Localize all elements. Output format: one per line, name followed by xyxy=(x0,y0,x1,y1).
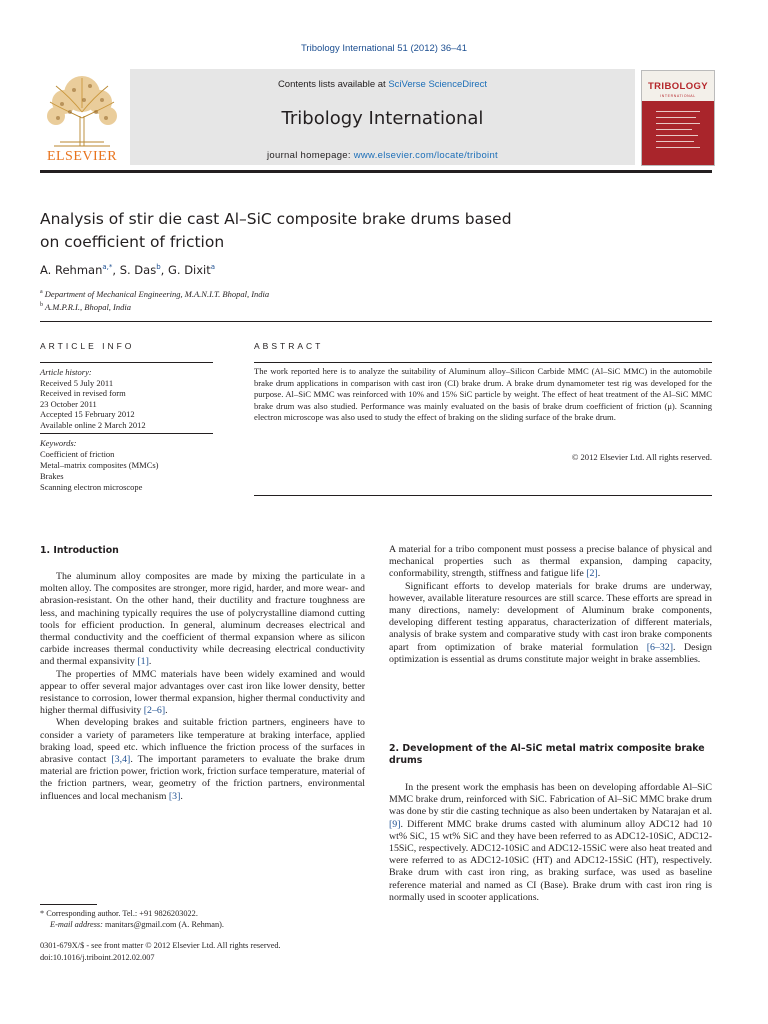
citation-link[interactable]: [6–32] xyxy=(646,641,674,653)
citation-link[interactable]: [2] xyxy=(586,568,598,580)
abstract-text: The work reported here is to analyze the suitability of Aluminum alloy–Silicon Carbide MMC (Al–SiC MMC) in the automobile brake drum applications in comparison with cast iron (CI) brake drum. A brake drum dynamometer test rig was developed for the purpose. Al–SiC MMC was reinforced with 10% and 15% SiC particle by weight. The effect of heat treatment of the Al–SiC MMC brake drum was also studied. Performance was mainly evaluated on the basis of brake drum coefficient of friction (μ). Scanning electron microscope was also used to study the effect of braking on the sliding surface of the brake drum. xyxy=(254,366,712,422)
homepage-prefix: journal homepage: xyxy=(267,150,354,161)
keywords-rule xyxy=(40,433,213,434)
cover-band xyxy=(642,101,714,165)
author-affiliation-mark[interactable]: a xyxy=(210,263,216,272)
section-heading-introduction: 1. Introduction xyxy=(40,545,119,556)
title-line-1: Analysis of stir die cast Al–SiC composite brake drums based xyxy=(40,210,512,228)
keywords xyxy=(40,438,215,493)
affiliation-a: $^a$ Department of Mechanical Engineering, M.A.N.I.T. Bhopal, India xyxy=(40,288,270,299)
citation-link[interactable]: [1] xyxy=(137,656,149,668)
author-separator: , xyxy=(160,263,168,277)
author-name[interactable]: G. Dixit xyxy=(167,263,211,277)
right-column-body xyxy=(389,544,712,666)
contents-prefix: Contents lists available at xyxy=(277,79,389,90)
cover-title: TRIBOLOGY xyxy=(647,81,709,92)
article-history xyxy=(40,367,215,431)
affiliations xyxy=(40,287,269,314)
issn-line: 0301-679X/$ - see front matter © 2012 Elsevier Ltd. All rights reserved. xyxy=(40,941,281,950)
left-column-body xyxy=(40,571,365,803)
paragraph: The aluminum alloy composites are made by mixing the particulate in a molten alloy. The composites are stronger, more rigid, harder, and more wear- and abrasion-resistant. On the other hand, their ductility and fracture toughness are less, and machining typically requires the use of polycrystalline diamond cutting tools for efficient production. In general, aluminum decreases electrical and thermal conductivity and the coefficient of thermal expansion where as silicon carbide increases thermal conductivity while decreasing electrical conductivity and thermal expansivity [1]. xyxy=(40,571,365,668)
section2-body xyxy=(389,782,712,904)
abstract-rule-bottom xyxy=(254,495,712,496)
citation-link[interactable]: [3] xyxy=(168,790,181,802)
article-info-heading: ARTICLE INFO xyxy=(40,341,135,351)
abstract-copyright: © 2012 Elsevier Ltd. All rights reserved. xyxy=(571,452,712,462)
publisher-logo-text: ELSEVIER xyxy=(46,149,118,164)
abstract-heading: ABSTRACT xyxy=(254,341,324,351)
front-matter xyxy=(40,940,281,963)
history-item: 23 October 2011 xyxy=(40,398,97,409)
paragraph: In the present work the emphasis has been on developing affordable Al–SiC MMC brake drum, reinforced with SiC. Fabrication of Al–SiC MMC brake drum was done by stir die casting technique as also been undertaken by Natarajan et al. [9]. Different MMC brake drums casted with aluminum alloy ADC12 had 10 wt% SiC, 15 wt% SiC and they have been referred to as ADC12-10SiC, ADC12-15SiC, respectively. ADC12-10SiC and ADC12-15SiC were also heat treated and were referred to as ADC12-10SiC (HT) and ADC12-15SiC (HT), respectively. Brake drum with cast iron ring, as braking surface, was used as baseline reference material and named as CI (Base). Brake drum with cast iron ring is normally used in scooter applications. xyxy=(389,782,712,903)
author-affiliation-mark[interactable]: b xyxy=(156,263,161,272)
cover-subtitle: INTERNATIONAL xyxy=(660,94,696,98)
keyword: Coefficient of friction xyxy=(40,449,115,459)
paragraph: When developing brakes and suitable friction partners, engineers have to consider a variety of parameters like temperature at braking interface, applied braking load, speed etc. which influence the friction process of the surfaces in abrasive contact [3,4]. The important parameters to evaluate the brake drum material are friction power, friction work, friction surface temperature, material of the friction partners, wear, geometry of the friction partners, environmental influences and local mechanism [3]. xyxy=(40,717,365,802)
history-item: Received 5 July 2011 xyxy=(40,377,114,388)
paragraph: Significant efforts to develop materials for brake drums are underway, however, available literature resources are still scarce. These efforts are spread in many directions, namely: development of Aluminum brake components, developing different testing apparatus, characterization of different materials, analysis of brake system and comparative study with cast iron brake components apart from optimization of brake material formulation [6–32]. Design optimization is essential as drums constitute major weight in brake assemblies. xyxy=(389,580,712,665)
journal-cover-thumbnail xyxy=(641,70,715,166)
keyword: Scanning electron microscope xyxy=(40,482,143,492)
citation-link[interactable]: [2–6] xyxy=(143,705,166,717)
author-list xyxy=(40,263,215,277)
paper-title xyxy=(40,208,600,254)
author-name[interactable]: S. Das xyxy=(119,263,157,277)
journal-title: Tribology International xyxy=(281,108,484,129)
sciencedirect-link[interactable]: SciVerse ScienceDirect xyxy=(388,79,488,90)
author-name[interactable]: A. Rehman xyxy=(40,263,103,277)
history-item: Accepted 15 February 2012 xyxy=(40,409,135,420)
author-separator: , xyxy=(112,263,120,277)
keyword: Metal–matrix composites (MMCs) xyxy=(40,460,159,470)
email-line: E-mail address: manitars@gmail.com (A. Rehman). xyxy=(50,920,224,929)
author-affiliation-mark[interactable]: a,* xyxy=(102,263,113,272)
title-line-2: on coefficient of friction xyxy=(40,233,225,251)
corresponding-author: * Corresponding author. Tel.: +91 9826203022. xyxy=(40,909,198,918)
keywords-label: Keywords: xyxy=(40,438,77,448)
keyword: Brakes xyxy=(40,471,64,481)
journal-homepage-line xyxy=(130,150,635,161)
affiliation-b: $^b$ A.M.P.R.I., Bhopal, India xyxy=(40,302,131,313)
doi-line[interactable]: doi:10.1016/j.triboint.2012.02.007 xyxy=(40,952,155,962)
header-rule xyxy=(40,170,712,173)
contents-lists-line xyxy=(130,79,635,90)
corresponding-author-footnote xyxy=(40,908,224,930)
title-divider xyxy=(40,321,712,322)
email-address[interactable]: manitars@gmail.com (A. Rehman). xyxy=(105,920,224,929)
abstract-rule-top xyxy=(254,362,712,363)
journal-citation[interactable]: Tribology International 51 (2012) 36–41 xyxy=(300,43,467,54)
history-label: Article history: xyxy=(40,367,92,377)
paragraph: A material for a tribo component must possess a precise balance of physical and mechanical properties such as thermal expansion, damping capacity, conformability, strength, stiffness and fatigue life [2]. xyxy=(389,544,712,580)
footnote-rule xyxy=(40,904,97,905)
article-info-rule xyxy=(40,362,213,363)
history-item: Received in revised form xyxy=(40,388,126,399)
homepage-link[interactable]: www.elsevier.com/locate/triboint xyxy=(353,150,498,161)
citation-link[interactable]: [3,4] xyxy=(111,754,131,766)
citation-link[interactable]: [9] xyxy=(389,818,401,830)
section-heading-development: 2. Development of the Al–SiC metal matrix composite brake drums xyxy=(389,743,705,766)
paragraph: The properties of MMC materials have been widely examined and would appear to offer several major advantages over cast iron like lower density, better resistance to corrosion, lower thermal expansion, higher thermal conductivity and higher thermal diffusivity [2–6]. xyxy=(40,668,365,717)
history-item: Available online 2 March 2012 xyxy=(40,419,146,430)
